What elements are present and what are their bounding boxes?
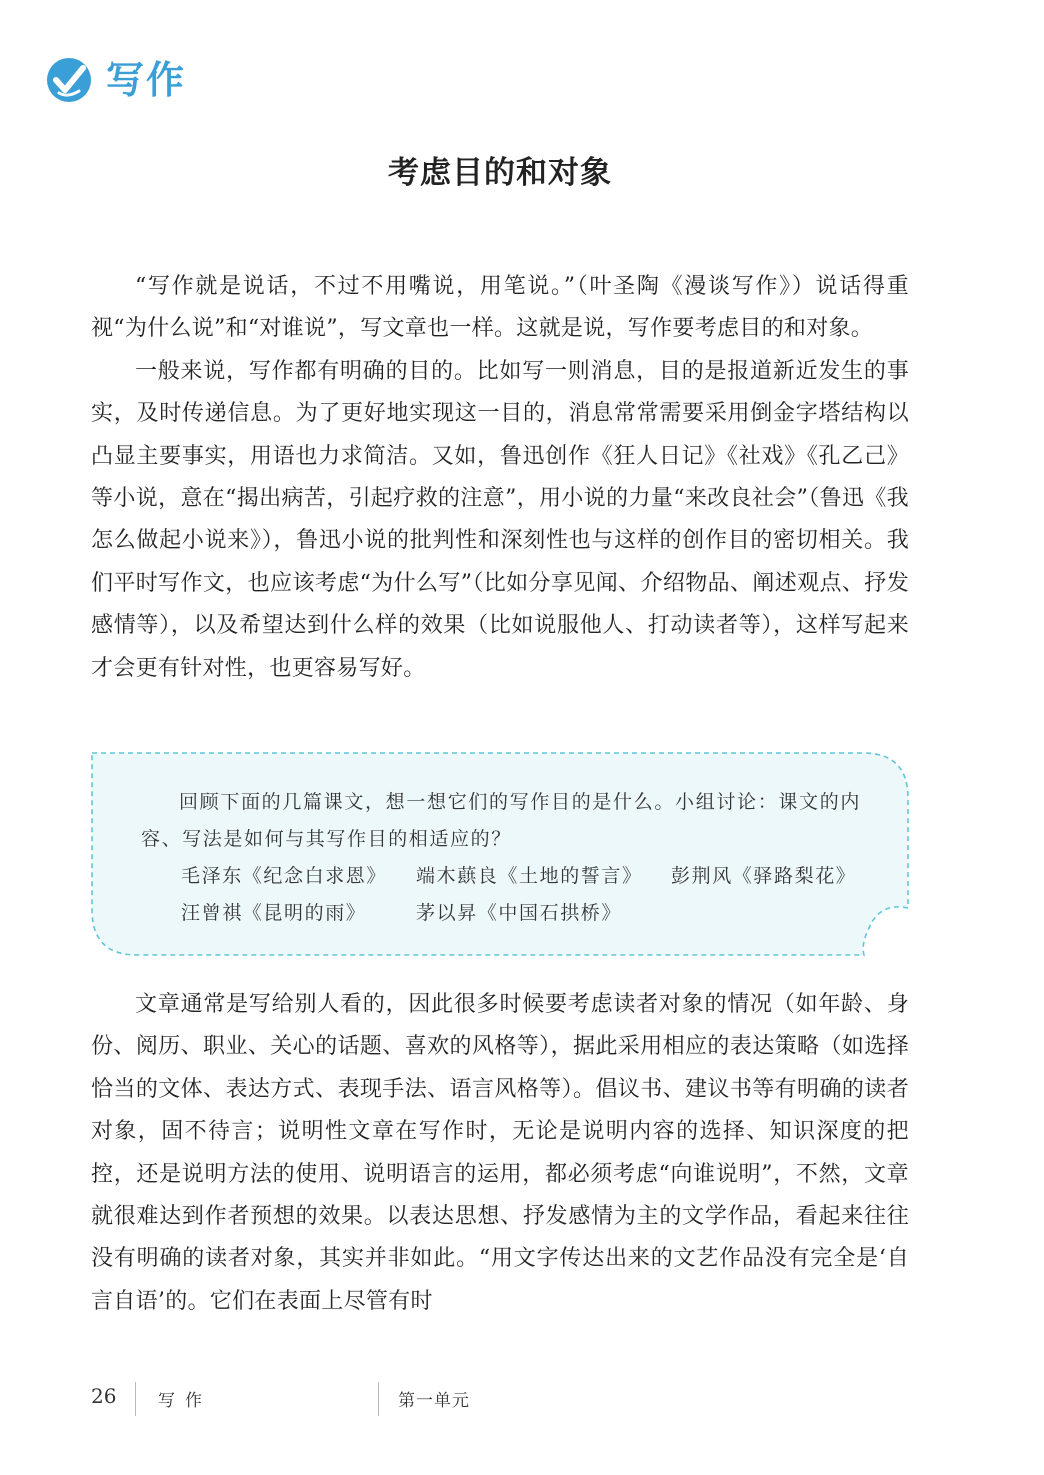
body-text-intro — [91, 266, 909, 690]
page-number: 26 — [91, 1384, 117, 1408]
work-title: 端木蕻良《土地的誓言》 — [416, 865, 643, 887]
discussion-callout — [91, 752, 909, 956]
section-title: 写作 — [106, 58, 187, 102]
page-title: 考虑目的和对象 — [388, 155, 612, 191]
work-title: 毛泽东《纪念白求恩》 — [181, 865, 388, 887]
callout-intro: 回顾下面的几篇课文，想一想它们的写作目的是什么。小组讨论：课文的内容、写法是如何与其写作目的相适应的？ — [141, 791, 861, 850]
work-title: 彭荆风《驿路梨花》 — [671, 865, 857, 887]
paragraph: “写作就是说话，不过不用嘴说，用笔说。”（叶圣陶《漫谈写作》）说话得重视“为什么说”和“对谁说”，写文章也一样。这就是说，写作要考虑目的和对象。 — [91, 274, 909, 342]
footer-divider — [135, 1382, 136, 1416]
page-footer — [0, 1380, 1044, 1420]
section-header — [46, 54, 186, 106]
work-title: 茅以昇《中国石拱桥》 — [416, 902, 623, 924]
footer-section-name: 写作 — [158, 1391, 212, 1411]
callout-content — [141, 784, 861, 932]
pen-checkmark-icon — [46, 57, 92, 103]
works-list-row-1 — [141, 858, 861, 895]
work-title: 汪曾祺《昆明的雨》 — [181, 902, 367, 924]
works-list-row-2 — [141, 895, 861, 932]
paragraph: 一般来说，写作都有明确的目的。比如写一则消息，目的是报道新近发生的事实，及时传递信息。为了更好地实现这一目的，消息常常需要采用倒金字塔结构以凸显主要事实，用语也力求简洁。又如，鲁迅创作《狂人日记》《社戏》《孔乙己》等小说，意在“揭出病苦，引起疗救的注意”，用小说的力量“来改良社会”（鲁迅《我怎么做起小说来》），鲁迅小说的批判性和深刻性也与这样的创作目的密切相关。我们平时写作文，也应该考虑“为什么写”（比如分享见闻、介绍物品、阐述观点、抒发感情等），以及希望达到什么样的效果（比如说服他人、打动读者等），这样写起来才会更有针对性，也更容易写好。 — [91, 358, 909, 681]
body-text-readers — [91, 984, 909, 1323]
footer-divider — [378, 1382, 379, 1416]
footer-unit-name: 第一单元 — [398, 1391, 470, 1411]
paragraph: 文章通常是写给别人看的，因此很多时候要考虑读者对象的情况（如年龄、身份、阅历、职业、关心的话题、喜欢的风格等），据此采用相应的表达策略（如选择恰当的文体、表达方式、表现手法、语言风格等）。倡议书、建议书等有明确的读者对象，固不待言；说明性文章在写作时，无论是说明内容的选择、知识深度的把控，还是说明方法的使用、说明语言的运用，都必须考虑“向谁说明”，不然，文章就很难达到作者预想的效果。以表达思想、抒发感情为主的文学作品，看起来往往没有明确的读者对象，其实并非如此。“用文字传达出来的文艺作品没有完全是‘自言自语’的。它们在表面上尽管有时 — [91, 992, 909, 1314]
